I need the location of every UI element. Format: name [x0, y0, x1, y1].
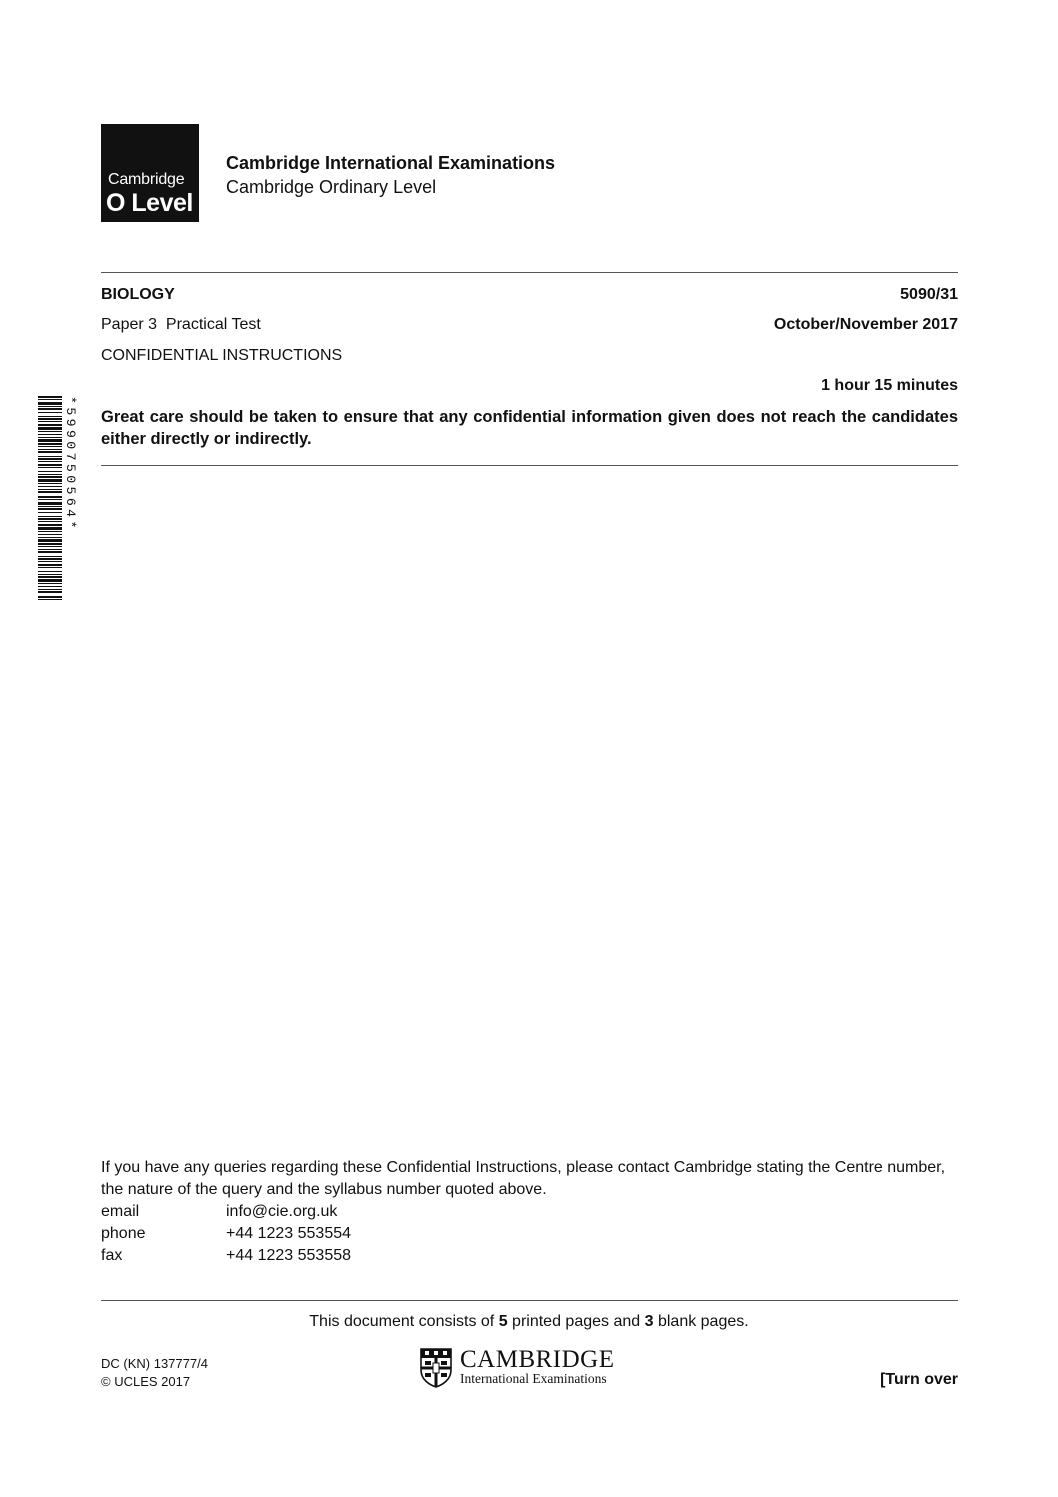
- contact-label: phone: [101, 1225, 146, 1242]
- qualification-level: Cambridge Ordinary Level: [226, 177, 437, 197]
- document-reference: DC (KN) 137777/4: [101, 1356, 208, 1371]
- cambridge-crest-icon: [420, 1348, 452, 1388]
- barcode: [38, 396, 86, 600]
- logo-line-o-level: O Level: [106, 189, 193, 217]
- header-divider: [101, 272, 958, 273]
- paper-title: Paper 3 Practical Test: [101, 316, 261, 333]
- page-count-statement: [0, 1313, 1058, 1331]
- barcode-number: *5990750564*: [63, 396, 78, 532]
- exam-duration: 1 hour 15 minutes: [821, 377, 958, 394]
- subject-title: BIOLOGY: [101, 286, 175, 303]
- contact-block: [101, 1157, 958, 1267]
- logo-line-cambridge: Cambridge: [108, 171, 185, 188]
- copyright-notice: © UCLES 2017: [101, 1374, 191, 1389]
- document-type: CONFIDENTIAL INSTRUCTIONS: [101, 347, 343, 364]
- exam-session: October/November 2017: [773, 316, 958, 333]
- warning-divider: [101, 465, 958, 466]
- consists-text-post: blank pages.: [653, 1313, 749, 1330]
- contact-value: info@cie.org.uk: [226, 1203, 338, 1220]
- contact-intro: If you have any queries regarding these Confidential Instructions, please contact Cambridge stating the Centre number, the nature of the query and the syllabus number quoted above.: [101, 1159, 946, 1198]
- blank-pages-count: 3: [644, 1313, 654, 1330]
- contact-row-fax: [101, 1245, 958, 1267]
- printed-pages-count: 5: [498, 1313, 508, 1330]
- exam-board-name: Cambridge International Examinations: [226, 153, 556, 173]
- contact-value: +44 1223 553554: [226, 1225, 352, 1242]
- consists-text-mid: printed pages and: [507, 1313, 645, 1330]
- cambridge-wordmark-subtitle: International Examinations: [460, 1371, 607, 1386]
- contact-row-email: [101, 1201, 958, 1223]
- consists-text-pre: This document consists of: [309, 1313, 499, 1330]
- footer-divider: [101, 1300, 958, 1301]
- contact-value: +44 1223 553558: [226, 1247, 352, 1264]
- contact-label: email: [101, 1203, 140, 1220]
- confidentiality-warning: Great care should be taken to ensure that any confidential information given does not reach the candidates either directly or indirectly.: [101, 408, 958, 448]
- turn-over-note: [Turn over: [880, 1371, 958, 1388]
- syllabus-code: 5090/31: [900, 286, 958, 303]
- contact-row-phone: [101, 1223, 958, 1245]
- contact-label: fax: [101, 1247, 123, 1264]
- cambridge-o-level-logo: [101, 124, 199, 222]
- cambridge-wordmark: CAMBRIDGE: [460, 1346, 615, 1373]
